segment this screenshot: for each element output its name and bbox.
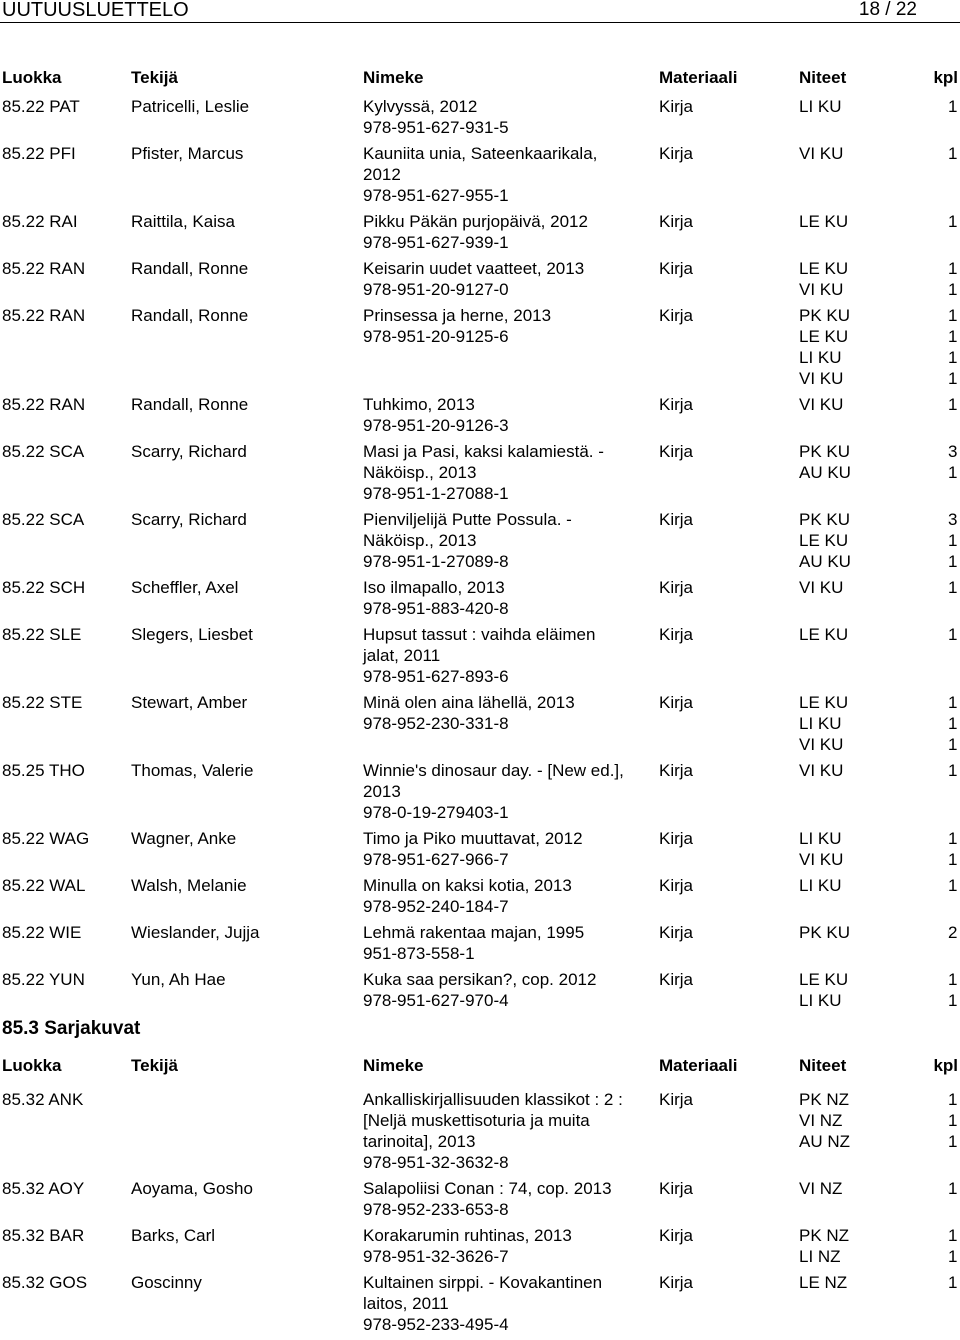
cell-materiaali: Kirja [659,1090,694,1109]
cell-luokka: 85.22 PAT [2,97,80,116]
cell-kpl [948,969,957,1011]
table-row [0,875,960,917]
cell-tekija: Wieslander, Jujja [131,923,260,942]
niteet-line: VI KU [799,395,844,414]
table-row [0,394,960,436]
nimeke-line: 978-951-1-27089-8 [363,552,509,571]
niteet-line: LE KU [799,212,849,231]
niteet-line: VI KU [799,735,844,754]
niteet-line: VI KU [799,144,844,163]
niteet-line: LI KU [799,991,842,1010]
table-row [0,969,960,1011]
cell-nimeke [363,441,648,504]
nimeke-line: 978-951-627-893-6 [363,667,509,686]
cell-tekija: Barks, Carl [131,1226,216,1245]
nimeke-line: 978-0-19-279403-1 [363,803,509,822]
cell-kpl [948,441,957,483]
cell-luokka: 85.32 AOY [2,1179,85,1198]
niteet-line: PK NZ [799,1226,850,1245]
niteet-line: LE KU [799,970,849,989]
cell-nimeke [363,577,648,619]
cell-luokka: 85.22 RAN [2,259,86,278]
cell-kpl [948,577,957,598]
cell-materiaali: Kirja [659,306,694,325]
cell-luokka: 85.32 BAR [2,1226,85,1245]
cell-kpl [948,875,957,896]
kpl-line: 1 [948,714,958,733]
niteet-line: LE KU [799,327,849,346]
table-row [0,624,960,687]
cell-tekija: Scheffler, Axel [131,578,239,597]
page-number: 18 / 22 [858,0,917,20]
nimeke-line: Kylvyssä, 2012 [363,97,478,116]
cell-nimeke [363,143,648,206]
nimeke-line: Minulla on kaksi kotia, 2013 [363,876,572,895]
cell-niteet [799,1272,847,1293]
column-header-row [0,68,960,90]
cell-kpl [948,96,957,117]
cell-nimeke [363,211,648,253]
cell-luokka: 85.22 RAN [2,395,86,414]
niteet-line: PK KU [799,442,851,461]
niteet-line: VI KU [799,280,844,299]
cell-nimeke [363,828,648,870]
cell-kpl [948,258,957,300]
table-row [0,211,960,253]
cell-niteet [799,258,848,300]
nimeke-line: Kuka saa persikan?, cop. 2012 [363,970,597,989]
niteet-line: AU KU [799,463,851,482]
cell-niteet [799,875,842,896]
nimeke-line: Masi ja Pasi, kaksi kalamiestä. - [363,442,604,461]
nimeke-line: 978-951-32-3632-8 [363,1153,509,1172]
cell-materiaali: Kirja [659,625,694,644]
kpl-line: 1 [948,1111,958,1130]
kpl-line: 1 [948,1132,958,1151]
cell-nimeke [363,1089,648,1173]
cell-materiaali: Kirja [659,395,694,414]
niteet-line: LI KU [799,714,842,733]
column-tekija: Tekijä [131,68,178,87]
cell-tekija: Randall, Ronne [131,395,249,414]
nimeke-line: Timo ja Piko muuttavat, 2012 [363,829,583,848]
kpl-line: 1 [948,693,958,712]
cell-kpl [948,922,957,943]
table-row [0,828,960,870]
cell-niteet [799,828,843,870]
cell-nimeke [363,1225,648,1267]
kpl-line: 1 [948,395,958,414]
kpl-line: 3 [948,510,958,529]
cell-nimeke [363,1272,648,1335]
cell-niteet [799,143,843,164]
kpl-line: 1 [948,306,958,325]
table-row [0,1089,960,1173]
kpl-line: 1 [948,369,958,388]
nimeke-line: Keisarin uudet vaatteet, 2013 [363,259,585,278]
cell-tekija: Randall, Ronne [131,306,249,325]
cell-kpl [948,305,957,389]
nimeke-line: 978-951-627-966-7 [363,850,509,869]
table-row [0,922,960,964]
column-nimeke: Nimeke [363,1056,424,1075]
kpl-line: 1 [948,348,958,367]
cell-luokka: 85.22 WAG [2,829,90,848]
nimeke-line: Kauniita unia, Sateenkaarikala, [363,144,598,163]
nimeke-line: Minä olen aina lähellä, 2013 [363,693,575,712]
niteet-line: PK KU [799,510,851,529]
cell-niteet [799,922,850,943]
niteet-line: VI KU [799,761,844,780]
kpl-line: 1 [948,1226,958,1245]
niteet-line: LI KU [799,348,842,367]
kpl-line: 1 [948,850,958,869]
cell-kpl [948,1225,957,1267]
cell-nimeke [363,922,648,964]
cell-kpl [948,828,957,870]
cell-nimeke [363,258,648,300]
column-materiaali: Materiaali [659,1056,738,1075]
nimeke-line: 978-951-627-931-5 [363,118,509,137]
cell-luokka: 85.32 ANK [2,1090,84,1109]
column-luokka: Luokka [2,1056,62,1075]
kpl-line: 1 [948,578,958,597]
table-row [0,441,960,504]
table-row [0,692,960,755]
cell-luokka: 85.32 GOS [2,1273,88,1292]
niteet-line: AU NZ [799,1132,850,1151]
niteet-line: PK NZ [799,1090,850,1109]
cell-materiaali: Kirja [659,693,694,712]
cell-luokka: 85.22 STE [2,693,83,712]
nimeke-line: 978-951-20-9125-6 [363,327,509,346]
column-nimeke: Nimeke [363,68,424,87]
cell-luokka: 85.25 THO [2,761,85,780]
cell-nimeke [363,509,648,572]
nimeke-line: Näköisp., 2013 [363,463,477,482]
niteet-line: LE NZ [799,1273,848,1292]
cell-nimeke [363,1178,648,1220]
table-row [0,1178,960,1220]
table-row [0,1225,960,1267]
nimeke-line: 978-951-627-939-1 [363,233,509,252]
kpl-line: 2 [948,923,958,942]
cell-materiaali: Kirja [659,578,694,597]
nimeke-line: 978-951-627-955-1 [363,186,509,205]
column-niteet: Niteet [799,1056,847,1075]
kpl-line: 1 [948,970,958,989]
niteet-line: AU KU [799,552,851,571]
table-row [0,96,960,138]
niteet-line: LE KU [799,259,849,278]
cell-luokka: 85.22 SCH [2,578,86,597]
section-title: 85.3 Sarjakuvat [2,1018,141,1039]
kpl-line: 1 [948,144,958,163]
cell-kpl [948,143,957,164]
nimeke-line: 2013 [363,782,401,801]
cell-materiaali: Kirja [659,259,694,278]
cell-materiaali: Kirja [659,442,694,461]
cell-materiaali: Kirja [659,761,694,780]
niteet-line: LI KU [799,876,842,895]
column-materiaali: Materiaali [659,68,738,87]
cell-materiaali: Kirja [659,829,694,848]
nimeke-line: Lehmä rakentaa majan, 1995 [363,923,585,942]
cell-materiaali: Kirja [659,970,694,989]
cell-luokka: 85.22 WAL [2,876,86,895]
table-row [0,258,960,300]
cell-nimeke [363,96,648,138]
niteet-line: LE KU [799,625,849,644]
niteet-line: PK KU [799,306,851,325]
niteet-line: VI NZ [799,1179,843,1198]
column-niteet: Niteet [799,68,847,87]
cell-materiaali: Kirja [659,1273,694,1292]
cell-tekija: Randall, Ronne [131,259,249,278]
cell-niteet [799,1225,849,1267]
kpl-line: 1 [948,531,958,550]
kpl-line: 1 [948,1247,958,1266]
niteet-line: VI NZ [799,1111,843,1130]
niteet-line: LI KU [799,829,842,848]
cell-kpl [948,509,957,572]
document-title: UUTUUSLUETTELO [2,0,189,21]
cell-kpl [948,1178,957,1199]
nimeke-line: Kultainen sirppi. - Kovakantinen [363,1273,603,1292]
table-row [0,509,960,572]
cell-materiaali: Kirja [659,876,694,895]
cell-luokka: 85.22 WIE [2,923,82,942]
kpl-line: 1 [948,97,958,116]
cell-materiaali: Kirja [659,1226,694,1245]
cell-materiaali: Kirja [659,212,694,231]
niteet-line: VI KU [799,369,844,388]
niteet-line: PK KU [799,923,851,942]
nimeke-line: 978-952-240-184-7 [363,897,509,916]
cell-tekija: Walsh, Melanie [131,876,247,895]
table-row [0,305,960,389]
column-kpl: kpl [933,68,958,87]
cell-nimeke [363,624,648,687]
nimeke-line: 978-952-230-331-8 [363,714,509,733]
niteet-line: LI NZ [799,1247,841,1266]
cell-tekija: Thomas, Valerie [131,761,254,780]
cell-tekija: Wagner, Anke [131,829,237,848]
niteet-line: VI KU [799,578,844,597]
nimeke-line: Tuhkimo, 2013 [363,395,475,414]
niteet-line: VI KU [799,850,844,869]
cell-tekija: Scarry, Richard [131,510,247,529]
cell-materiaali: Kirja [659,923,694,942]
cell-luokka: 85.22 SCA [2,442,85,461]
cell-niteet [799,624,848,645]
nimeke-line: 2012 [363,165,401,184]
cell-nimeke [363,875,648,917]
nimeke-line: Prinsessa ja herne, 2013 [363,306,552,325]
cell-materiaali: Kirja [659,144,694,163]
nimeke-line: Pienviljelijä Putte Possula. - [363,510,572,529]
cell-tekija: Raittila, Kaisa [131,212,235,231]
cell-nimeke [363,969,648,1011]
kpl-line: 1 [948,761,958,780]
cell-nimeke [363,692,648,734]
cell-kpl [948,1089,957,1152]
nimeke-line: [Neljä muskettisoturia ja muita [363,1111,590,1130]
nimeke-line: jalat, 2011 [363,646,441,665]
kpl-line: 1 [948,991,958,1010]
nimeke-line: 978-951-1-27088-1 [363,484,509,503]
cell-kpl [948,760,957,781]
nimeke-line: Pikku Päkän purjopäivä, 2012 [363,212,588,231]
kpl-line: 1 [948,625,958,644]
column-kpl: kpl [933,1056,958,1075]
nimeke-line: Salapoliisi Conan : 74, cop. 2013 [363,1179,612,1198]
catalog-list [0,1089,960,1340]
cell-materiaali: Kirja [659,1179,694,1198]
column-tekija: Tekijä [131,1056,178,1075]
cell-niteet [799,96,842,117]
cell-tekija: Pfister, Marcus [131,144,244,163]
cell-materiaali: Kirja [659,510,694,529]
cell-luokka: 85.22 PFI [2,144,76,163]
kpl-line: 1 [948,212,958,231]
kpl-line: 3 [948,442,958,461]
cell-tekija: Slegers, Liesbet [131,625,253,644]
cell-nimeke [363,760,648,823]
table-row [0,760,960,823]
cell-niteet [799,305,850,389]
nimeke-line: 978-951-883-420-8 [363,599,509,618]
nimeke-line: Ankalliskirjallisuuden klassikot : 2 : [363,1090,623,1109]
cell-niteet [799,760,843,781]
niteet-line: LI KU [799,97,842,116]
nimeke-line: 978-951-20-9126-3 [363,416,509,435]
niteet-line: LE KU [799,693,849,712]
column-header-row [0,1056,960,1078]
cell-tekija: Scarry, Richard [131,442,247,461]
nimeke-line: Korakarumin ruhtinas, 2013 [363,1226,572,1245]
cell-kpl [948,624,957,645]
nimeke-line: laitos, 2011 [363,1294,449,1313]
cell-niteet [799,1089,850,1152]
cell-nimeke [363,305,648,347]
cell-niteet [799,509,851,572]
kpl-line: 1 [948,327,958,346]
cell-niteet [799,692,848,755]
kpl-line: 1 [948,463,958,482]
page-header [0,0,960,23]
nimeke-line: 978-952-233-653-8 [363,1200,509,1219]
cell-kpl [948,394,957,415]
nimeke-line: 978-952-233-495-4 [363,1315,509,1334]
cell-niteet [799,441,851,483]
nimeke-line: Hupsut tassut : vaihda eläimen [363,625,596,644]
cell-luokka: 85.22 RAN [2,306,86,325]
kpl-line: 1 [948,829,958,848]
cell-niteet [799,577,843,598]
cell-nimeke [363,394,648,436]
kpl-line: 1 [948,1273,958,1292]
cell-niteet [799,394,843,415]
nimeke-line: 978-951-20-9127-0 [363,280,509,299]
cell-luokka: 85.22 SLE [2,625,82,644]
column-luokka: Luokka [2,68,62,87]
kpl-line: 1 [948,280,958,299]
cell-niteet [799,1178,842,1199]
cell-tekija: Patricelli, Leslie [131,97,250,116]
nimeke-line: 978-951-627-970-4 [363,991,509,1010]
cell-materiaali: Kirja [659,97,694,116]
table-row [0,143,960,206]
cell-niteet [799,211,848,232]
table-row [0,577,960,619]
nimeke-line: tarinoita], 2013 [363,1132,476,1151]
nimeke-line: 978-951-32-3626-7 [363,1247,509,1266]
catalog-list [0,96,960,1016]
cell-tekija: Stewart, Amber [131,693,248,712]
nimeke-line: Winnie's dinosaur day. - [New ed.], [363,761,624,780]
kpl-line: 1 [948,735,958,754]
kpl-line: 1 [948,1179,958,1198]
cell-kpl [948,1272,957,1293]
cell-luokka: 85.22 RAI [2,212,78,231]
nimeke-line: Näköisp., 2013 [363,531,477,550]
cell-tekija: Aoyama, Gosho [131,1179,253,1198]
cell-tekija: Goscinny [131,1273,202,1292]
cell-kpl [948,211,957,232]
niteet-line: LE KU [799,531,849,550]
cell-luokka: 85.22 SCA [2,510,85,529]
cell-niteet [799,969,848,1011]
cell-kpl [948,692,957,755]
nimeke-line: 951-873-558-1 [363,944,475,963]
kpl-line: 1 [948,1090,958,1109]
cell-luokka: 85.22 YUN [2,970,85,989]
table-row [0,1272,960,1335]
kpl-line: 1 [948,552,958,571]
cell-tekija: Yun, Ah Hae [131,970,226,989]
kpl-line: 1 [948,259,958,278]
kpl-line: 1 [948,876,958,895]
nimeke-line: Iso ilmapallo, 2013 [363,578,505,597]
